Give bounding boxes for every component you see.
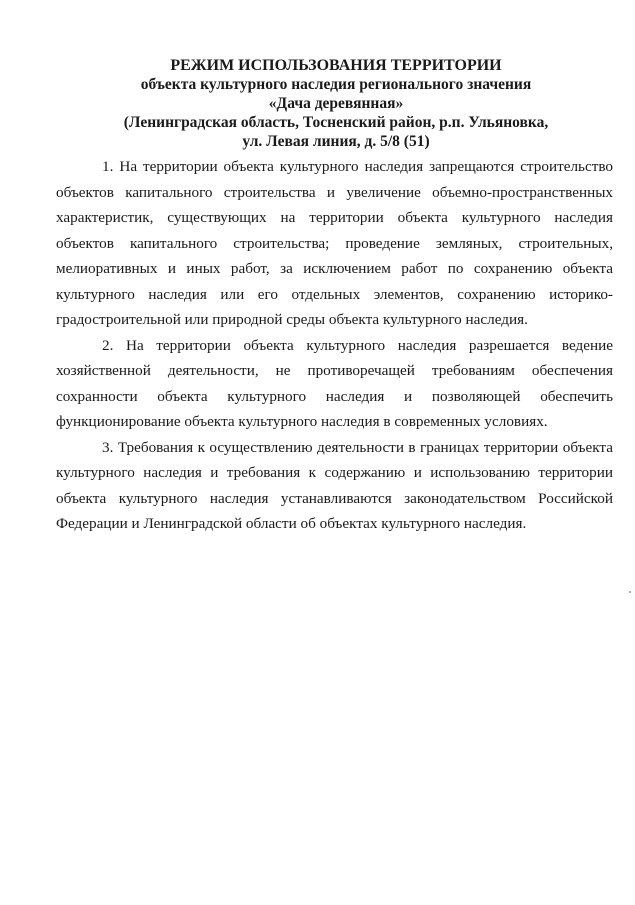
paragraph-1: 1. На территории объекта культурного наследия запрещаются строительство объектов капитального строительства и увеличение объемно-пространственных характеристик, существующих на территории объекта культурного наследия объектов капитального строительства; проведение земляных, строительных, мелиоративных и иных работ, за исключением работ по сохранению объекта культурного наследия или его отдельных элементов, сохранению историко-градостроительной или природной среды объекта культурного наследия. — [56, 158, 613, 328]
heading-address-line1: (Ленинградская область, Тосненский район, р.п. Ульяновка, — [123, 114, 549, 131]
document-body — [56, 154, 613, 537]
document-title: РЕЖИМ ИСПОЛЬЗОВАНИЯ ТЕРРИТОРИИ — [170, 57, 502, 74]
paragraph-3: 3. Требования к осуществлению деятельности в границах территории объекта культурного наследия и требования к содержанию и использованию территории объекта культурного наследия устанавливаются законодательством Российской Федерации и Ленинградской области об объектах культурного наследия. — [56, 438, 613, 532]
document-heading — [56, 56, 616, 151]
heading-object-name: «Дача деревянная» — [268, 95, 404, 112]
paragraph-2: 2. На территории объекта культурного наследия разрешается ведение хозяйственной деятельности, не противоречащей требованиям обеспечения сохранности объекта культурного наследия и позволяющей обеспечить функционирование объекта культурного наследия в современных условиях. — [56, 336, 613, 430]
scan-speck — [629, 591, 631, 593]
heading-subtitle: объекта культурного наследия регионального значения — [140, 76, 532, 93]
heading-address-line2: ул. Левая линия, д. 5/8 (51) — [242, 133, 430, 150]
